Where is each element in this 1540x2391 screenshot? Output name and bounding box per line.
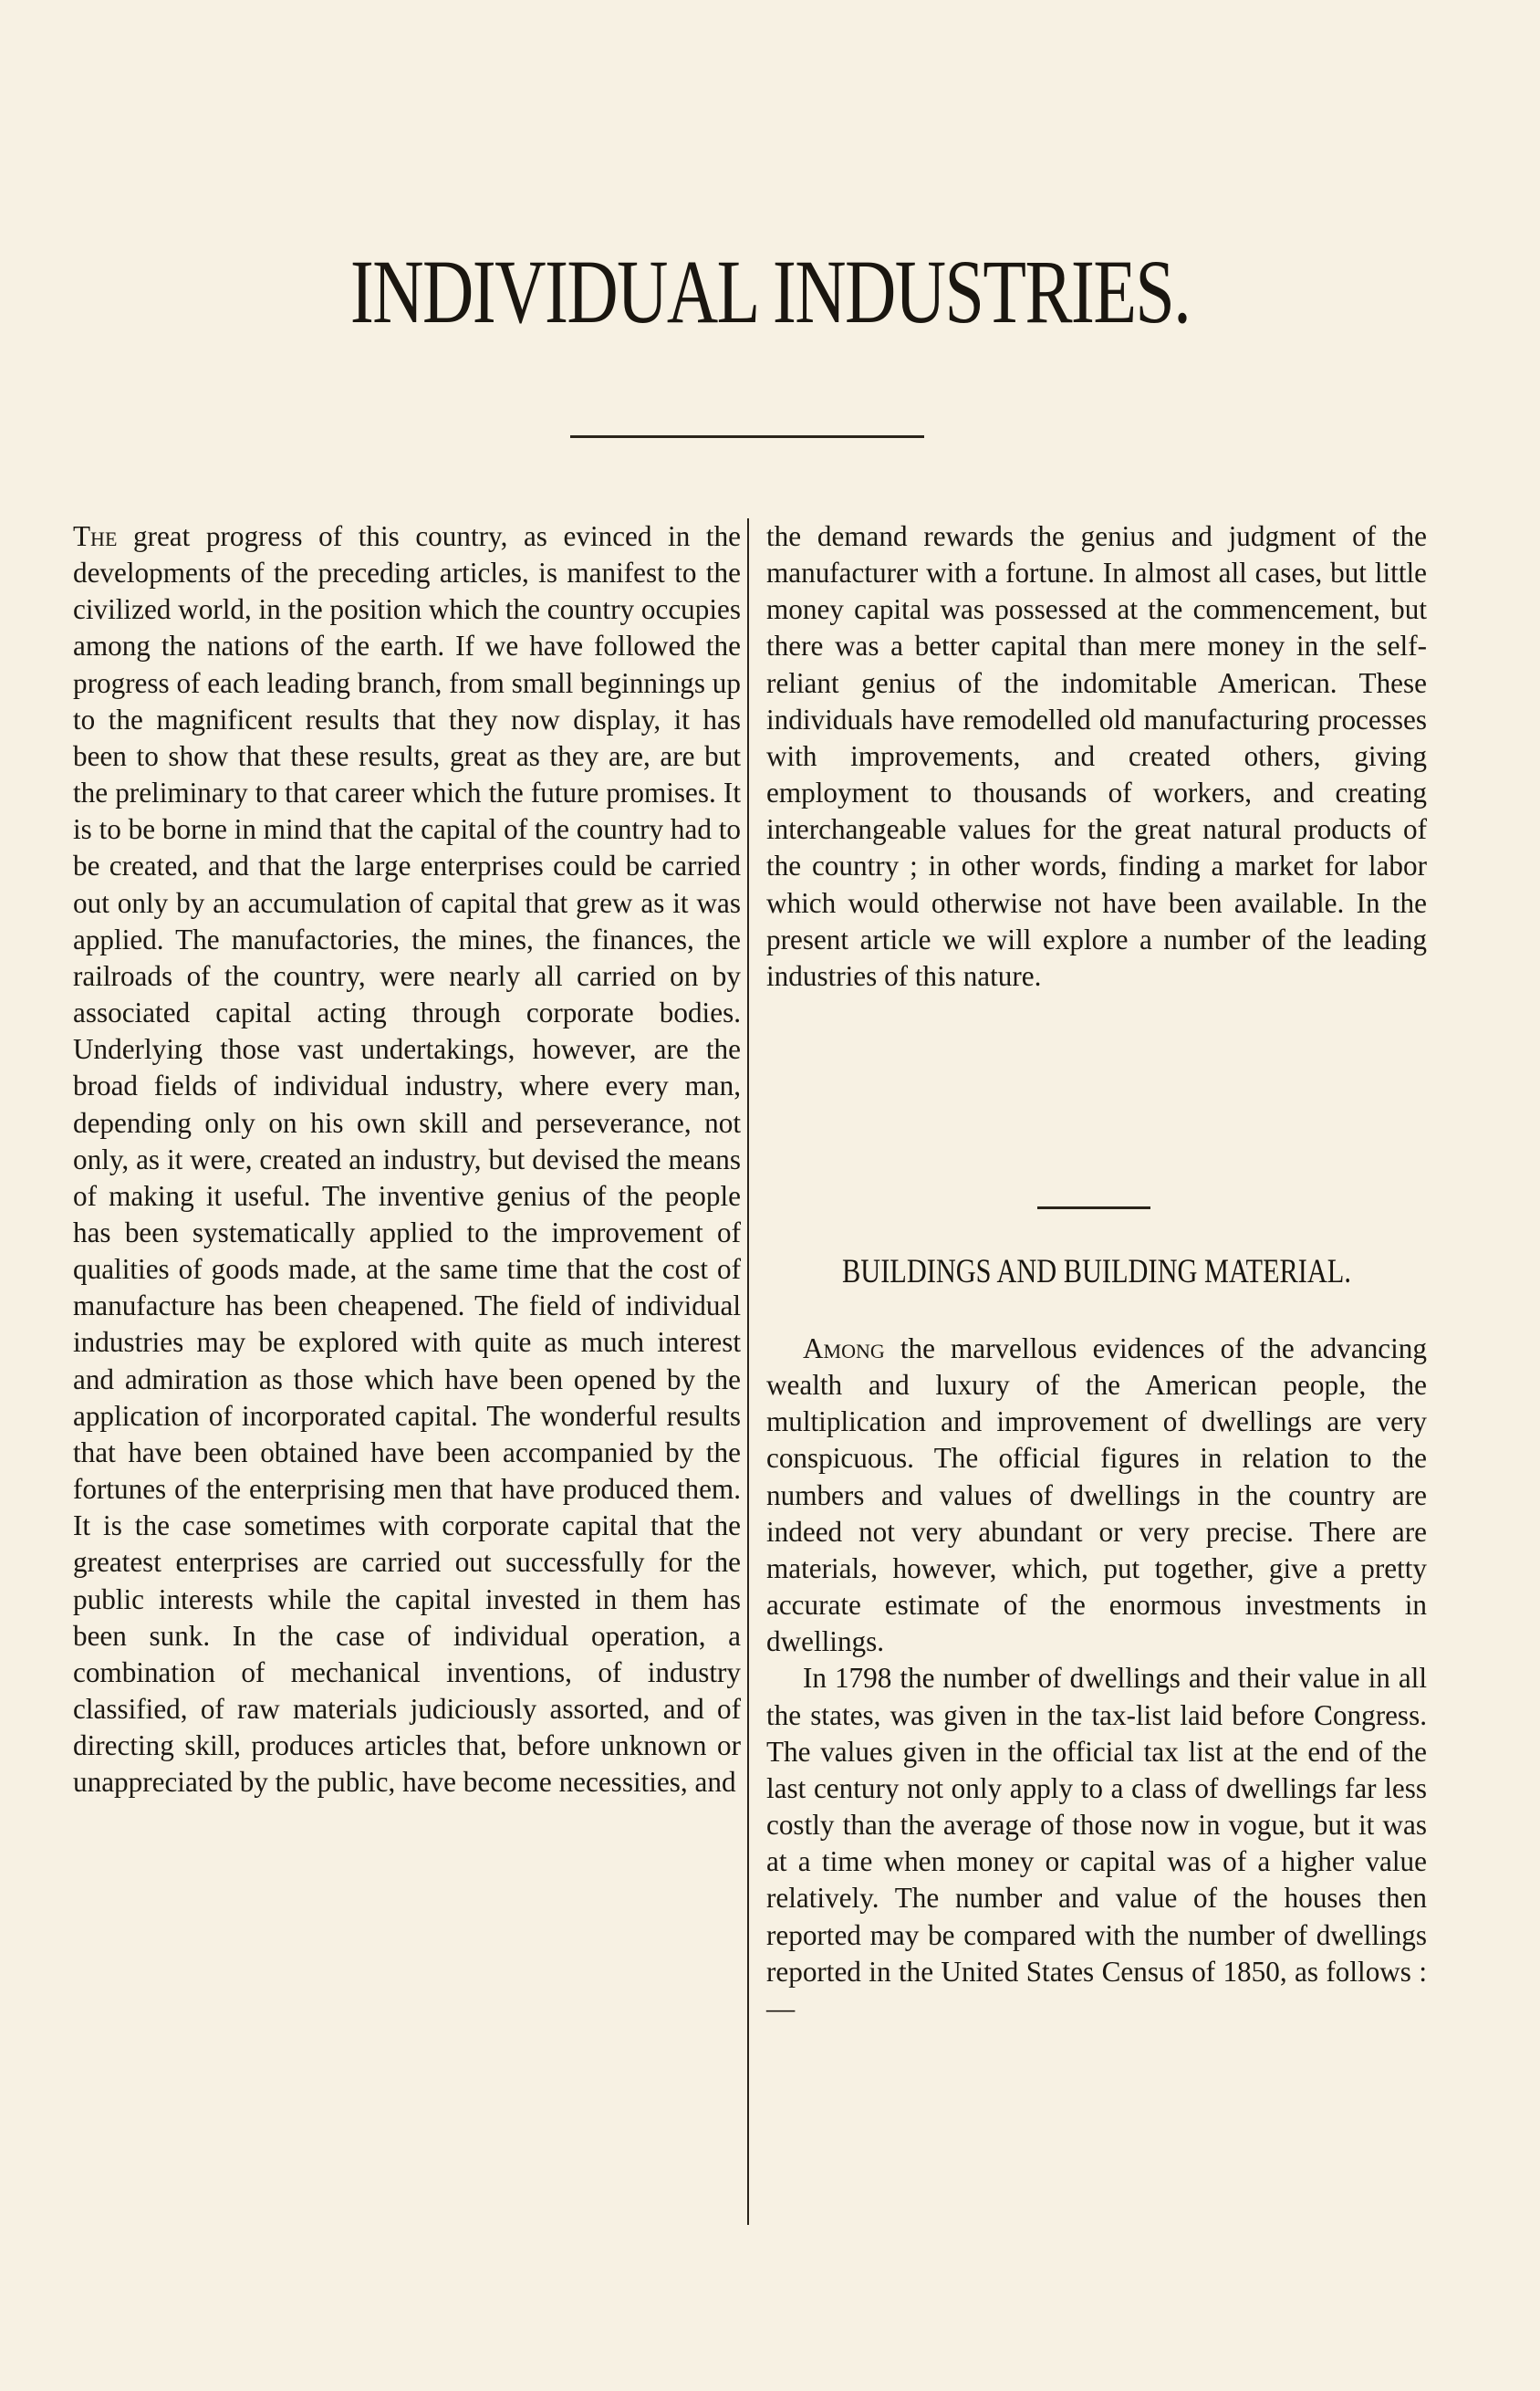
title-rule [570, 435, 924, 438]
intro-lead-word: The [73, 520, 118, 552]
section-lead-word: Among [803, 1332, 885, 1364]
intro-left-text: great progress of this country, as evinced in the developments of the preceding articles, is manifest to the civilized world, in the position which the country occupies among the nations of the earth. If we have followed the progress of each leading branch, from small beginnings up to the magnificent results that they now display, it has been to show that these results, great as they are, are but the preliminary to that career which the future promises. It is to be borne in mind that the capital of the country had to be created, and that the large enterprises could be carried out only by an accumulation of capital that grew as it was applied. The manufactories, the mines, the finances, the railroads of the country, were nearly all carried on by associated capital acting through corporate bodies. Underlying those vast undertakings, however, are the broad fields of individual industry, where every man, depending only on his own skill and perseverance, not only, as it were, created an industry, but devised the means of making it useful. The inventive genius of the people has been systematically applied to the improvement of qualities of goods made, at the same time that the cost of manufacture has been cheapened. The field of individual industries may be explored with quite as much interest and admiration as those which have been opened by the application of incorporated capital. The wonderful results that have been obtained have been accompanied by the fortunes of the enterprising men that have produced them. It is the case sometimes with corporate capital that the greatest enterprises are carried out successfully for the public interests while the capital invested in them has been sunk. In the case of individual operation, a combination of mechanical inventions, of industry classified, of raw materials judiciously assorted, and of directing skill, produces articles that, before unknown or unappreciated by the public, have become necessities, and [73, 520, 741, 1799]
section-rule [1037, 1206, 1150, 1209]
intro-paragraph-left [73, 518, 741, 1801]
section-heading: BUILDINGS AND BUILDING MATERIAL. [842, 1253, 1351, 1290]
page-title: INDIVIDUAL INDUSTRIES. [349, 241, 1191, 342]
left-column [73, 518, 741, 1801]
intro-paragraph-right: the demand rewards the genius and judgment of the manufacturer with a fortune. In almost all cases, but little money capital was possessed at the commencement, but there was a better capital than mere money in the self-reliant genius of the indomitable American. These individuals have remodelled old manufacturing processes with improvements, and created others, giving employment to thousands of workers, and creating interchangeable values for the great natural products of the country ; in other words, finding a market for labor which would otherwise not have been available. In the present article we will explore a number of the leading industries of this nature. [766, 520, 1427, 992]
section-paragraph-1 [766, 1331, 1427, 1660]
right-column [766, 518, 1427, 995]
section-paragraph-2: In 1798 the number of dwellings and their value in all the states, was given in the tax-list laid before Congress. The values given in the official tax list at the end of the last century not only apply to a class of dwellings far less costly than the average of those now in vogue, but it was at a time when money or capital was of a higher value relatively. The number and value of the houses then reported may be compared with the number of dwellings reported in the United States Census of 1850, as follows :— [766, 1662, 1427, 2024]
section-body [766, 1331, 1427, 2027]
column-divider [747, 518, 749, 2225]
section-para1-text: the marvellous evidences of the advancing wealth and luxury of the American people, the multiplication and improvement of dwellings are very conspicuous. The official figures in relation to the numbers and values of dwellings in the country are indeed not very abundant or very precise. There are materials, however, which, put together, give a pretty accurate estimate of the enormous investments in dwellings. [766, 1332, 1427, 1658]
